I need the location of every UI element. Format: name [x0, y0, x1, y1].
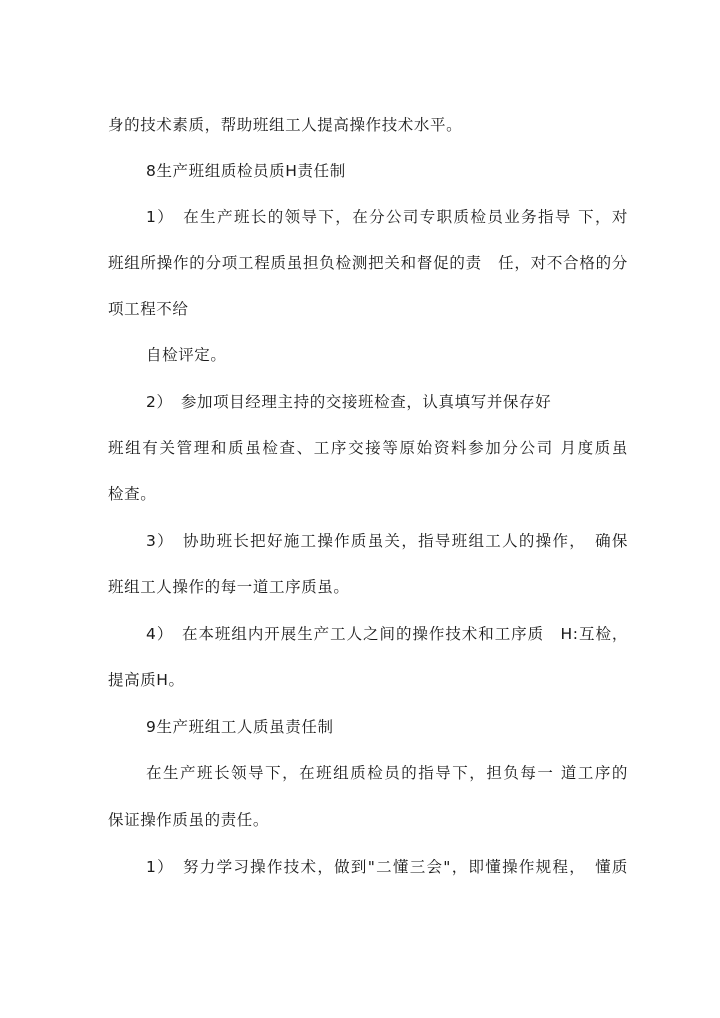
text-line-8: 班组有关管理和质虽检查、工序交接等原始资料参加分公司 月度质虽	[108, 439, 628, 457]
text-line-15: 在生产班长领导下，在班组质检员的指导下，担负每一 道工序的	[146, 764, 628, 782]
text-line-16: 保证操作质虽的责任。	[108, 811, 270, 829]
text-line-7: 2） 参加项目经理主持的交接班检查，认真填写并保存好	[146, 393, 552, 411]
text-line-9: 检查。	[108, 485, 157, 503]
text-line-13: 提高质H。	[108, 671, 185, 689]
text-line-11: 班组工人操作的每一道工序质虽。	[108, 578, 350, 596]
section-heading-8: 8生产班组质检员质H责任制	[146, 162, 346, 180]
text-line-4: 班组所操作的分项工程质虽担负检测把关和督促的责 任，对不合格的分	[108, 254, 628, 272]
text-line-3: 1） 在生产班长的领导下，在分公司专职质检员业务指导 下，对	[146, 208, 628, 226]
text-line-1: 身的技术素质，帮助班组工人提高操作技术水平。	[108, 116, 463, 134]
text-line-5: 项工程不给	[108, 300, 189, 318]
text-line-6: 自检评定。	[146, 346, 227, 364]
text-line-17: 1） 努力学习操作技术，做到"二懂三会"，即懂操作规程， 懂质	[146, 858, 628, 876]
text-line-12: 4） 在本班组内开展生产工人之间的操作技术和工序质 H:互检，	[146, 625, 628, 643]
section-heading-9: 9生产班组工人质虽责任制	[146, 718, 334, 736]
text-line-10: 3） 协助班长把好施工操作质虽关，指导班组工人的操作， 确保	[146, 532, 628, 550]
